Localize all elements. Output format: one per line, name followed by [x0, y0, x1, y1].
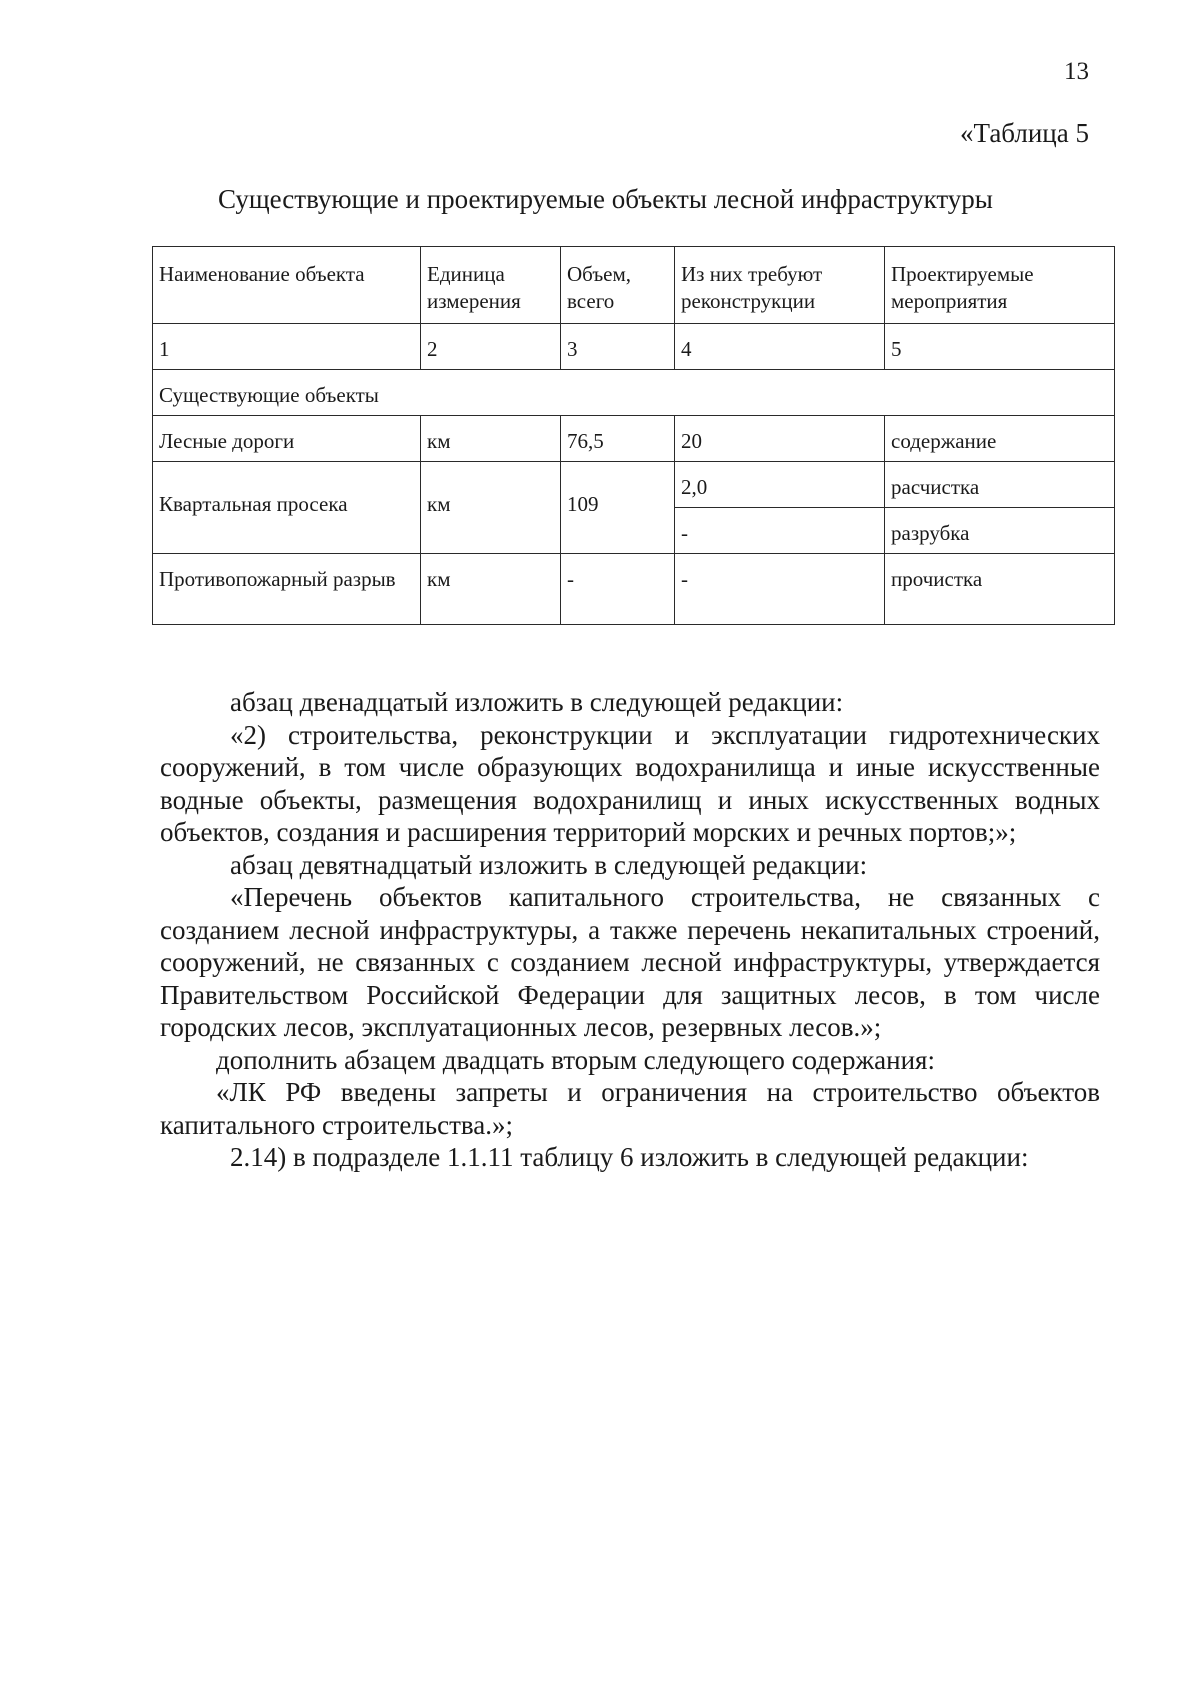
- volume-cell: 109: [561, 462, 675, 554]
- table-header-row: [153, 247, 1115, 324]
- column-number-cell: 3: [561, 324, 675, 370]
- volume-cell: 76,5: [561, 416, 675, 462]
- document-body: [160, 686, 1100, 1174]
- reconstruction-cell: -: [675, 508, 885, 554]
- column-number-cell: 2: [421, 324, 561, 370]
- measure-cell: расчистка: [885, 462, 1115, 508]
- page-number: 13: [1064, 58, 1089, 85]
- header-cell: Единица измерения: [421, 247, 561, 324]
- object-name-cell: Противопожарный разрыв: [153, 554, 421, 625]
- header-cell: Объем, всего: [561, 247, 675, 324]
- infrastructure-table: [152, 246, 1115, 625]
- section-row: [153, 370, 1115, 416]
- reconstruction-cell: 20: [675, 416, 885, 462]
- column-number-cell: 5: [885, 324, 1115, 370]
- header-cell: Проектируемые мероприятия: [885, 247, 1115, 324]
- table-label: «Таблица 5: [960, 118, 1089, 148]
- paragraph: «ЛК РФ введены запреты и ограничения на строительство объектов капитального строительства.»;: [160, 1077, 1100, 1140]
- header-cell: Из них требуют реконструкции: [675, 247, 885, 324]
- volume-cell: -: [561, 554, 675, 625]
- header-cell: Наименование объекта: [153, 247, 421, 324]
- table-caption: Существующие и проектируемые объекты лесной инфраструктуры: [218, 184, 993, 214]
- measure-cell: содержание: [885, 416, 1115, 462]
- measure-cell: прочистка: [885, 554, 1115, 625]
- paragraph: абзац двенадцатый изложить в следующей редакции:: [230, 687, 844, 717]
- table-row: [153, 462, 1115, 508]
- unit-cell: км: [421, 462, 561, 554]
- table-row: [153, 554, 1115, 625]
- paragraph: «Перечень объектов капитального строительства, не связанных с созданием лесной инфраструктуры, а также перечень некапитальных строений, сооружений, не связанных с созданием лесной инфраструктуры, утверждается Правительством Российской Федерации для защитных лесов, в том числе городских лесов, эксплуатационных лесов, резервных лесов.»;: [160, 882, 1100, 1042]
- section-title-cell: Существующие объекты: [153, 370, 1115, 416]
- unit-cell: км: [421, 554, 561, 625]
- measure-cell: разрубка: [885, 508, 1115, 554]
- object-name-cell: Лесные дороги: [153, 416, 421, 462]
- table-row: [153, 416, 1115, 462]
- reconstruction-cell: 2,0: [675, 462, 885, 508]
- column-number-cell: 4: [675, 324, 885, 370]
- reconstruction-cell: -: [675, 554, 885, 625]
- column-number-row: [153, 324, 1115, 370]
- paragraph: абзац девятнадцатый изложить в следующей редакции:: [230, 849, 868, 880]
- unit-cell: км: [421, 416, 561, 462]
- paragraph: 2.14) в подразделе 1.1.11 таблицу 6 изложить в следующей редакции:: [230, 1142, 1029, 1172]
- column-number-cell: 1: [153, 324, 421, 370]
- object-name-cell: Квартальная просека: [153, 462, 421, 554]
- paragraph: «2) строительства, реконструкции и эксплуатации гидротехнических сооружений, в том числе образующих водохранилища и иные искусственные водные объекты, размещения водохранилищ и иных искусственных водных объектов, создания и расширения территорий морских и речных портов;»;: [160, 719, 1100, 847]
- paragraph: дополнить абзацем двадцать вторым следующего содержания:: [216, 1044, 935, 1075]
